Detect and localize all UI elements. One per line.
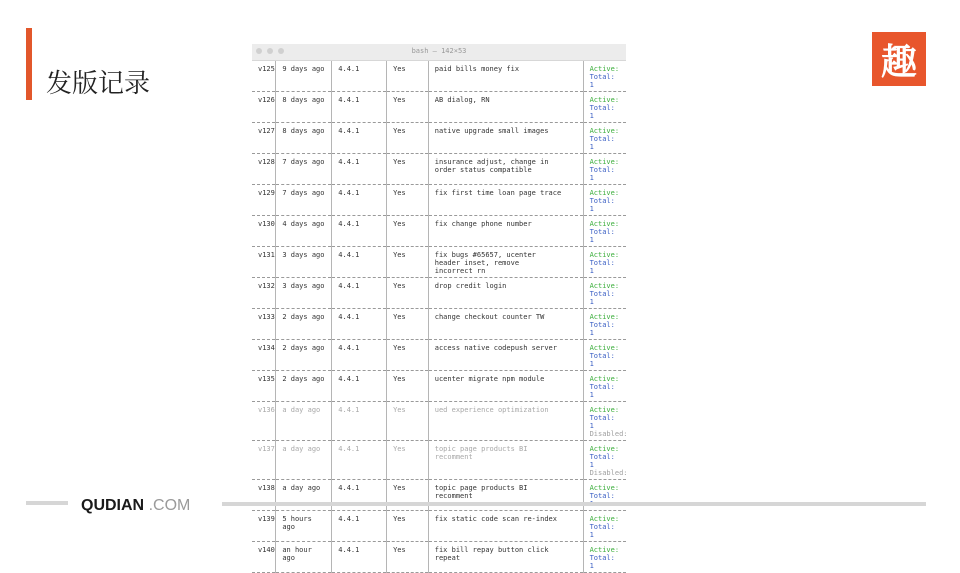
mandatory-flag: Yes xyxy=(387,480,429,511)
release-label: v127 xyxy=(252,123,276,154)
table-row xyxy=(252,309,626,340)
window-title: bash — 142×53 xyxy=(411,47,467,55)
stat-active: Active: xyxy=(589,220,620,228)
release-time: 8 days ago xyxy=(276,92,332,123)
release-description: fix static code scan re-index xyxy=(428,511,583,542)
mandatory-flag: Yes xyxy=(387,441,429,480)
release-description: native upgrade small images xyxy=(428,123,583,154)
app-version: 4.4.1 xyxy=(332,441,387,480)
release-label: v131 xyxy=(252,247,276,278)
brand-domain: .COM xyxy=(148,497,191,514)
app-version: 4.4.1 xyxy=(332,185,387,216)
stat-total: Total: 1 xyxy=(589,135,620,151)
release-stats xyxy=(583,441,626,480)
stat-total: Total: 1 xyxy=(589,290,620,306)
release-time: a day ago xyxy=(276,402,332,441)
table-row xyxy=(252,185,626,216)
table-row xyxy=(252,92,626,123)
stat-total: Total: xyxy=(589,492,615,500)
table-row xyxy=(252,278,626,309)
stat-active: Active: xyxy=(589,158,620,166)
stat-active: Active: xyxy=(589,127,620,135)
stat-total: Total: 1 xyxy=(589,554,620,570)
mandatory-flag: Yes xyxy=(387,340,429,371)
stat-active: Active: xyxy=(589,515,620,523)
release-label: v140 xyxy=(252,542,276,573)
stat-active: Active: xyxy=(589,65,620,73)
stat-total: Total: 1 xyxy=(589,453,620,469)
release-time: 5 hours ago xyxy=(276,511,332,542)
mandatory-flag: Yes xyxy=(387,247,429,278)
stat-total: Total: 1 xyxy=(589,104,620,120)
mandatory-flag: Yes xyxy=(387,92,429,123)
footer-brand xyxy=(81,496,190,516)
release-description: fix first time loan page trace xyxy=(428,185,583,216)
app-version: 4.4.1 xyxy=(332,92,387,123)
app-version: 4.4.1 xyxy=(332,216,387,247)
release-label: v138 xyxy=(252,480,276,511)
mandatory-flag: Yes xyxy=(387,154,429,185)
app-version: 4.4.1 xyxy=(332,480,387,511)
release-time: 2 days ago xyxy=(276,309,332,340)
release-time: 7 days ago xyxy=(276,154,332,185)
stat-total: Total: 1 xyxy=(589,259,620,275)
mandatory-flag: Yes xyxy=(387,61,429,92)
release-label: v125 xyxy=(252,61,276,92)
mandatory-flag: Yes xyxy=(387,185,429,216)
release-time: 7 days ago xyxy=(276,185,332,216)
stat-active: Active: xyxy=(589,375,620,383)
mandatory-flag: Yes xyxy=(387,309,429,340)
release-history-table xyxy=(252,61,626,573)
release-description: ucenter migrate npm module xyxy=(428,371,583,402)
stat-total: Total: 1 xyxy=(589,414,620,430)
stat-total: Total: 1 xyxy=(589,321,620,337)
release-description: change checkout counter TW xyxy=(428,309,583,340)
release-description: fix bill repay button click repeat xyxy=(428,542,583,573)
release-description: topic page products BI recomment xyxy=(428,480,583,511)
stat-active: Active: xyxy=(589,445,620,453)
stat-active: Active: xyxy=(589,251,620,259)
app-version: 4.4.1 xyxy=(332,278,387,309)
stat-total: Total: 1 xyxy=(589,197,620,213)
app-version: 4.4.1 xyxy=(332,542,387,573)
release-description: fix change phone number xyxy=(428,216,583,247)
app-version: 4.4.1 xyxy=(332,61,387,92)
stat-active: Active: xyxy=(589,546,620,554)
brand-name: QUDIAN xyxy=(81,497,145,514)
app-version: 4.4.1 xyxy=(332,511,387,542)
release-stats xyxy=(583,247,626,278)
release-stats xyxy=(583,340,626,371)
mandatory-flag: Yes xyxy=(387,511,429,542)
brand-logo: 趣 xyxy=(872,32,926,86)
release-time: an hour ago xyxy=(276,542,332,573)
table-row xyxy=(252,247,626,278)
release-label: v135 xyxy=(252,371,276,402)
release-stats xyxy=(583,154,626,185)
stat-total: Total: 1 xyxy=(589,352,620,368)
mandatory-flag: Yes xyxy=(387,542,429,573)
release-description: paid bills money fix xyxy=(428,61,583,92)
release-label: v130 xyxy=(252,216,276,247)
release-label: v137 xyxy=(252,441,276,480)
release-stats xyxy=(583,542,626,573)
release-label: v136 xyxy=(252,402,276,441)
mandatory-flag: Yes xyxy=(387,402,429,441)
release-description: ued experience optimization xyxy=(428,402,583,441)
table-row xyxy=(252,61,626,92)
table-row xyxy=(252,441,626,480)
stat-disabled: Disabled: xyxy=(589,469,628,477)
release-description: AB dialog, RN xyxy=(428,92,583,123)
mandatory-flag: Yes xyxy=(387,371,429,402)
stat-active: Active: xyxy=(589,344,620,352)
release-stats xyxy=(583,402,626,441)
release-description: access native codepush server xyxy=(428,340,583,371)
stat-active: Active: xyxy=(589,484,620,492)
footer-divider-left xyxy=(26,501,68,505)
release-time: 4 days ago xyxy=(276,216,332,247)
stat-disabled: Disabled: xyxy=(589,430,628,438)
release-stats xyxy=(583,278,626,309)
app-version: 4.4.1 xyxy=(332,247,387,278)
app-version: 4.4.1 xyxy=(332,340,387,371)
release-label: v126 xyxy=(252,92,276,123)
window-titlebar xyxy=(252,44,626,61)
release-label: v132 xyxy=(252,278,276,309)
mandatory-flag: Yes xyxy=(387,216,429,247)
stat-active: Active: xyxy=(589,313,620,321)
release-stats xyxy=(583,511,626,542)
stat-active: Active: xyxy=(589,406,620,414)
release-label: v129 xyxy=(252,185,276,216)
release-stats xyxy=(583,309,626,340)
stat-active: Active: xyxy=(589,189,620,197)
release-stats xyxy=(583,61,626,92)
table-row xyxy=(252,402,626,441)
release-time: 8 days ago xyxy=(276,123,332,154)
stat-active: Active: xyxy=(589,282,620,290)
release-description: fix bugs #65657, ucenter header inset, remove incorrect rn xyxy=(428,247,583,278)
app-version: 4.4.1 xyxy=(332,309,387,340)
mandatory-flag: Yes xyxy=(387,278,429,309)
release-stats xyxy=(583,123,626,154)
footer-divider-right xyxy=(222,502,926,506)
release-time: a day ago xyxy=(276,441,332,480)
release-time: a day ago xyxy=(276,480,332,511)
release-stats xyxy=(583,185,626,216)
stat-total: Total: 1 xyxy=(589,166,620,182)
table-row xyxy=(252,340,626,371)
stat-total: Total: 1 xyxy=(589,383,620,399)
terminal-screenshot xyxy=(252,44,628,570)
mandatory-flag: Yes xyxy=(387,123,429,154)
release-time: 9 days ago xyxy=(276,61,332,92)
table-row xyxy=(252,216,626,247)
stat-total: Total: 1 xyxy=(589,228,620,244)
stat-active: Active: xyxy=(589,96,620,104)
release-time: 3 days ago xyxy=(276,278,332,309)
release-description: topic page products BI recomment xyxy=(428,441,583,480)
stat-total: Total: 1 xyxy=(589,73,620,89)
release-label: v128 xyxy=(252,154,276,185)
release-time: 2 days ago xyxy=(276,371,332,402)
app-version: 4.4.1 xyxy=(332,371,387,402)
release-stats xyxy=(583,371,626,402)
table-row xyxy=(252,542,626,573)
release-time: 3 days ago xyxy=(276,247,332,278)
release-stats xyxy=(583,216,626,247)
app-version: 4.4.1 xyxy=(332,154,387,185)
release-label: v133 xyxy=(252,309,276,340)
table-row xyxy=(252,511,626,542)
table-row xyxy=(252,154,626,185)
stat-total: Total: 1 xyxy=(589,523,620,539)
app-version: 4.4.1 xyxy=(332,123,387,154)
release-label: v134 xyxy=(252,340,276,371)
release-time: 2 days ago xyxy=(276,340,332,371)
title-accent-bar xyxy=(26,28,32,100)
slide-title: 发版记录 xyxy=(46,69,151,99)
release-description: drop credit login xyxy=(428,278,583,309)
table-row xyxy=(252,371,626,402)
app-version: 4.4.1 xyxy=(332,402,387,441)
table-row xyxy=(252,123,626,154)
release-stats xyxy=(583,92,626,123)
release-label: v139 xyxy=(252,511,276,542)
release-description: insurance adjust, change in order status compatible xyxy=(428,154,583,185)
